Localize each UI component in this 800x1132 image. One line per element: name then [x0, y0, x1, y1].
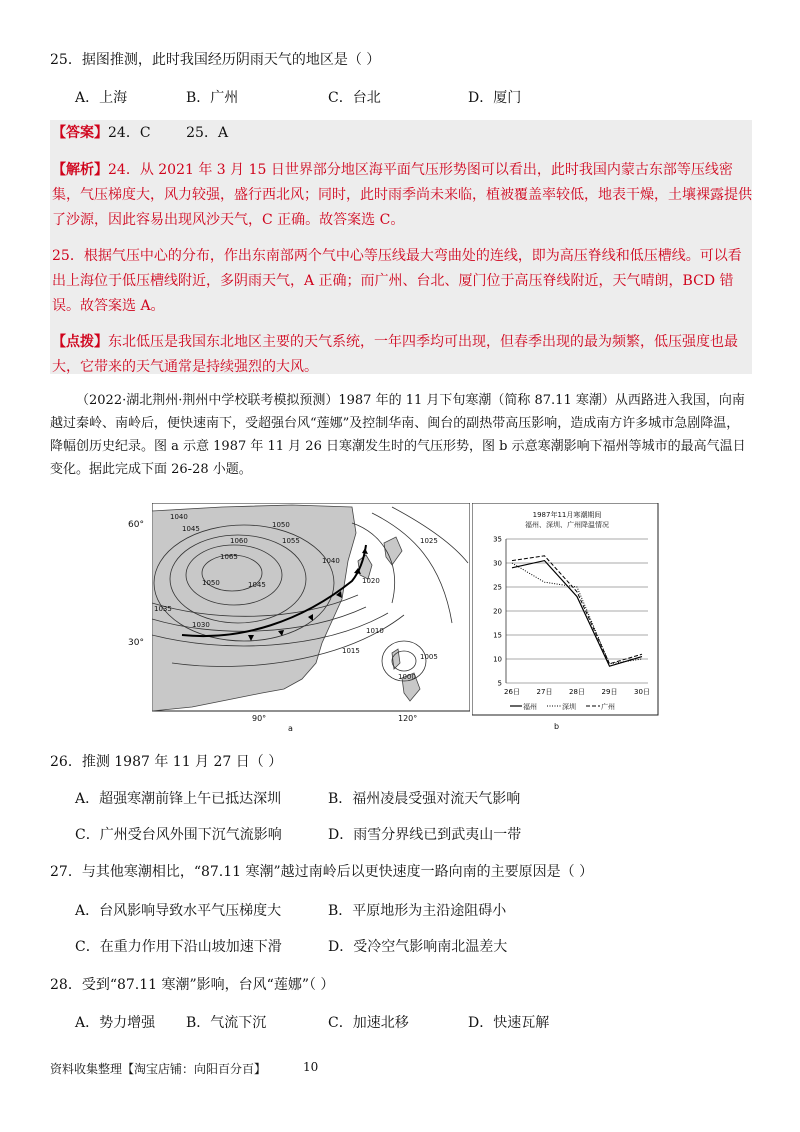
pressure-map — [152, 503, 470, 733]
q27-option-b[interactable]: B．平原地形为主沿途阻碍小 — [328, 903, 507, 919]
legend-guangzhou: 广州 — [601, 703, 615, 711]
x-tick-label: 30日 — [634, 688, 650, 696]
y-tick-label: 20 — [493, 607, 502, 616]
lat-label-60: 60° — [128, 520, 144, 530]
answer-text: 24．C 25．A — [108, 125, 229, 141]
answer-line — [52, 121, 752, 146]
figure-a-label: a — [288, 724, 293, 733]
isobar-label: 1025 — [420, 537, 438, 545]
q28-option-b[interactable]: B．气流下沉 — [186, 1015, 267, 1031]
isobar-label: 1055 — [282, 537, 300, 545]
isobar-label: 1065 — [220, 553, 238, 561]
q27-option-a[interactable]: A．台风影响导致水平气压梯度大 — [75, 903, 282, 919]
legend-shenzhen: 深圳 — [562, 703, 576, 711]
analysis-24 — [52, 158, 752, 233]
x-tick-label: 27日 — [536, 688, 553, 696]
isobar-label: 1005 — [420, 653, 438, 661]
q25-option-c[interactable]: C．台北 — [328, 90, 381, 106]
figure-b-label: b — [554, 722, 560, 731]
q28-option-a[interactable]: A．势力增强 — [75, 1015, 156, 1031]
y-tick-label: 25 — [493, 583, 502, 592]
q26-option-d[interactable]: D．雨雪分界线已到武夷山一带 — [328, 827, 522, 843]
isobar-label: 1040 — [170, 513, 188, 521]
isobar-label: 1045 — [248, 581, 266, 589]
chart-title: 1987年11月寒潮期间 — [532, 511, 602, 519]
question-25-stem: 25．据图推测，此时我国经历阴雨天气的地区是（ ） — [50, 52, 381, 68]
tip — [52, 330, 752, 380]
question-26-stem: 26．推测 1987 年 11 月 27 日（ ） — [50, 754, 283, 770]
lon-label-120: 120° — [398, 714, 418, 723]
intro-passage: （2022·湖北荆州·荆州中学校联考模拟预测）1987 年的 11 月下旬寒潮（简称 87.11 寒潮）从西路进入我国，向南越过秦岭、南岭后，便快速南下，受超强台风“莲娜”及控制华南、闽台的副热带高压影响，造成南方许多城市急剧降温，降幅创历史纪录。图 a 示意 1987 年 11 月 26 日寒潮发生时的气压形势，图 b 示意寒潮影响下福州等城市的最高气温日变化。据此完成下面 26-28 小题。 — [50, 393, 746, 477]
y-tick-label: 15 — [493, 631, 502, 640]
q26-option-b[interactable]: B．福州凌晨受强对流天气影响 — [328, 791, 521, 807]
y-tick-label: 5 — [497, 679, 502, 688]
isobar-label: 1050 — [272, 521, 290, 529]
analysis-24-text: 24．从 2021 年 3 月 15 日世界部分地区海平面气压形势图可以看出，此时我国内蒙古东部等压线密集，气压梯度大，风力较强，盛行西北风；同时，此时雨季尚未来临，植被覆盖率较低，地表干燥，土壤裸露提供了沙源，因此容易出现风沙天气，C 正确。故答案选 C。 — [52, 162, 752, 228]
isobar-label: 1040 — [322, 557, 340, 565]
chart-subtitle: 福州、深圳、广州降温情况 — [525, 521, 609, 529]
question-27-stem: 27．与其他寒潮相比，“87.11 寒潮”越过南岭后以更快速度一路向南的主要原因是（ ） — [50, 864, 594, 880]
q25-option-a[interactable]: A．上海 — [75, 90, 128, 106]
y-tick-label: 35 — [493, 535, 502, 544]
analysis-label: 【解析】 — [52, 162, 108, 178]
q28-option-c[interactable]: C．加速北移 — [328, 1015, 409, 1031]
tip-label: 【点拨】 — [52, 334, 108, 350]
analysis-25: 25．根据气压中心的分布，作出东南部两个气中心等压线最大弯曲处的连线，即为高压脊线和低压槽线。可以看出上海位于低压槽线附近，多阴雨天气，A 正确；而广州、台北、厦门位于高压脊线附近，天气晴朗，BCD 错误。故答案选 A。 — [52, 248, 742, 314]
q26-option-a[interactable]: A．超强寒潮前锋上午已抵达深圳 — [75, 791, 282, 807]
isobar-label: 1010 — [366, 627, 384, 635]
q25-option-d[interactable]: D．厦门 — [468, 90, 522, 106]
q28-option-d[interactable]: D．快速瓦解 — [468, 1015, 550, 1031]
temperature-chart — [472, 503, 662, 733]
isobar-label: 1035 — [154, 605, 172, 613]
y-tick-label: 30 — [493, 559, 502, 568]
isobar-label: 1030 — [192, 621, 210, 629]
lon-label-90: 90° — [252, 714, 267, 723]
footer-source: 资料收集整理【淘宝店铺：向阳百分百】 — [50, 1062, 267, 1076]
x-tick-label: 29日 — [601, 688, 618, 696]
lat-label-30: 30° — [128, 638, 144, 648]
x-tick-label: 26日 — [504, 688, 520, 696]
q26-option-c[interactable]: C．广州受台风外围下沉气流影响 — [75, 827, 282, 843]
x-tick-label: 28日 — [569, 688, 585, 696]
isobar-label: 1060 — [230, 537, 248, 545]
legend-fuzhou: 福州 — [523, 703, 537, 711]
answer-label: 【答案】 — [52, 125, 108, 141]
isobar-label: 1000 — [398, 673, 416, 681]
isobar-label: 1020 — [362, 577, 380, 585]
q27-option-d[interactable]: D．受冷空气影响南北温差大 — [328, 939, 508, 955]
q27-option-c[interactable]: C．在重力作用下沿山坡加速下滑 — [75, 939, 282, 955]
y-tick-label: 10 — [493, 655, 502, 664]
q25-option-b[interactable]: B．广州 — [186, 90, 239, 106]
page-number: 10 — [303, 1060, 319, 1074]
isobar-label: 1050 — [202, 579, 220, 587]
tip-text: 东北低压是我国东北地区主要的天气系统，一年四季均可出现，但春季出现的最为频繁，低压强度也最大，它带来的天气通常是持续强烈的大风。 — [52, 334, 738, 375]
isobar-label: 1045 — [182, 525, 200, 533]
question-28-stem: 28．受到“87.11 寒潮”影响，台风“莲娜”（ ） — [50, 977, 335, 993]
isobar-label: 1015 — [342, 647, 360, 655]
